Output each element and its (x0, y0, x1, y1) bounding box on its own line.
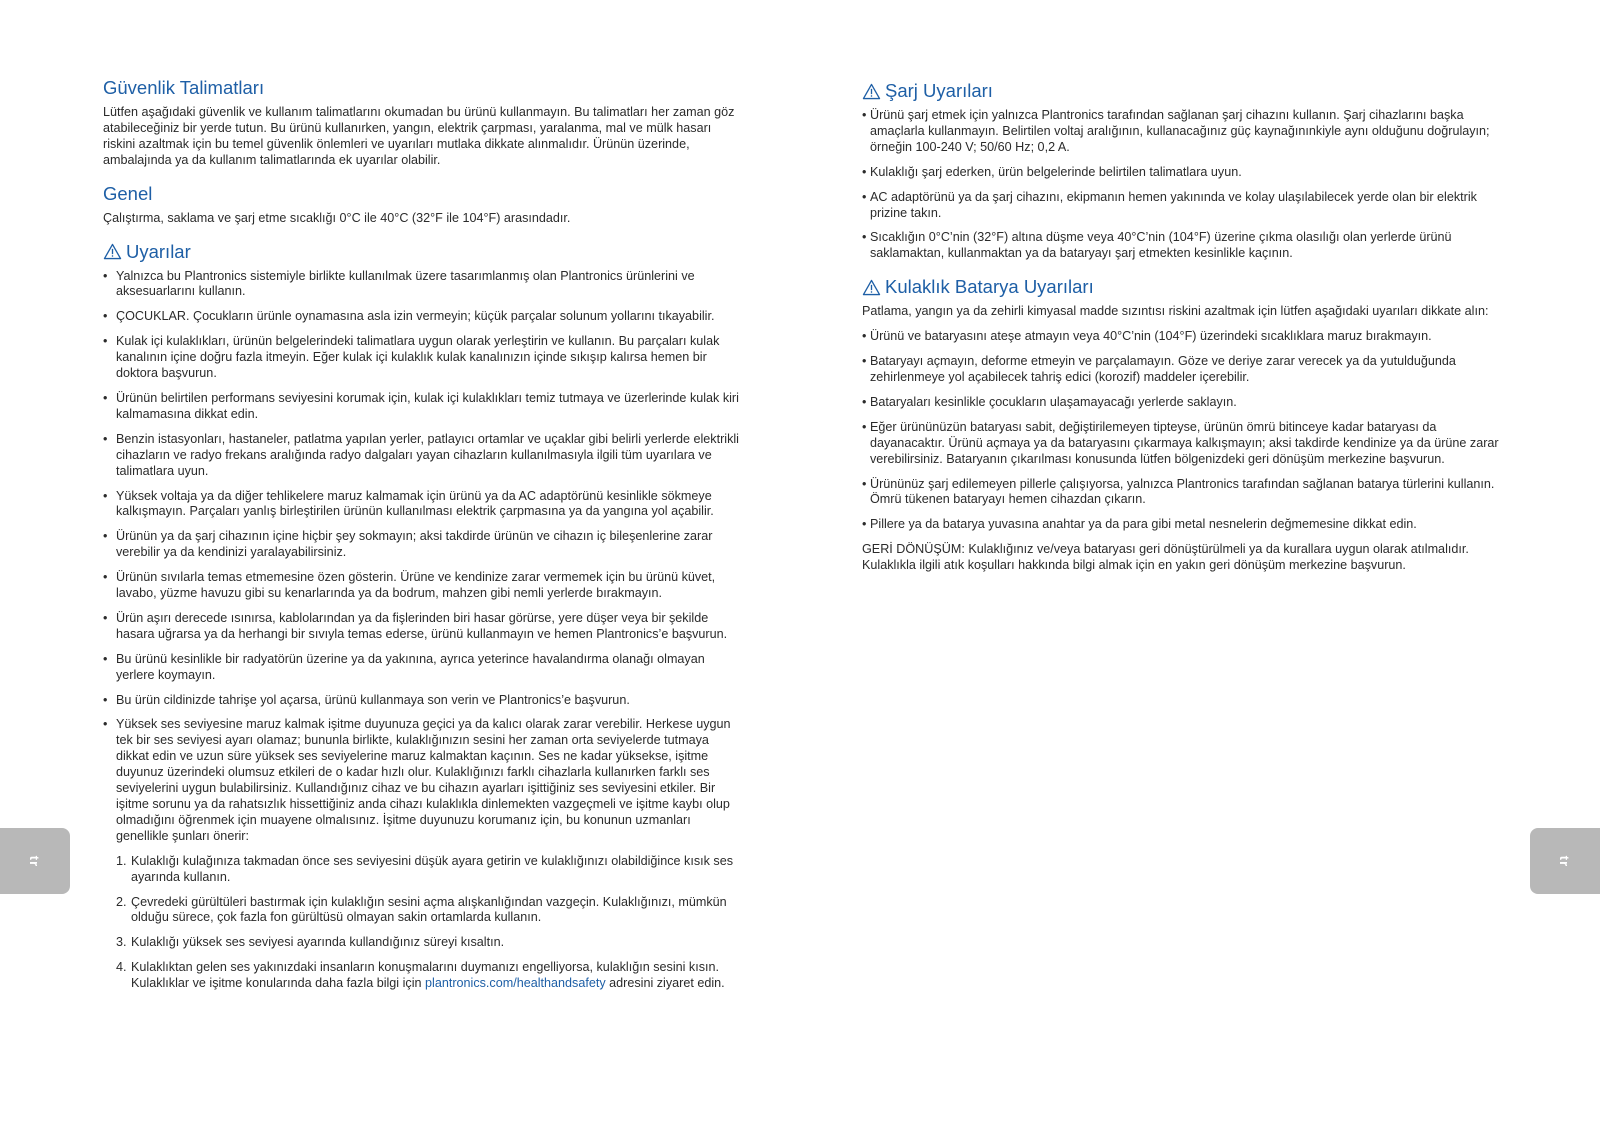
list-item: • Ürünün sıvılarla temas etmemesine özen gösterin. Ürüne ve kendinize zarar vermemek için bu ürünü küvet, lavabo, yüzme havuzu gibi su kenarlarında ya da bodrum, mahzen gibi nemli yerlerde bırakmayın. (103, 570, 743, 602)
warnings-heading (103, 241, 743, 263)
warnings-section (103, 241, 743, 993)
list-item: • Yüksek voltaja ya da diğer tehlikelere maruz kalmamak için ürünü ya da AC adaptörünü kesinlikle sökmeye kalkışmayın. Parçaları yanlış birleştirilen ürünün kullanılması elektrik çarpmasına ya da yangına yol açabilir. (103, 489, 743, 521)
warning-triangle-icon (103, 243, 122, 260)
language-tab-right (1530, 828, 1600, 894)
safety-section (103, 77, 743, 169)
general-body: Çalıştırma, saklama ve şarj etme sıcaklığı 0°C ile 40°C (32°F ile 104°F) arasındadır. (103, 210, 571, 225)
charging-section (862, 80, 1502, 262)
safety-body: Lütfen aşağıdaki güvenlik ve kullanım talimatlarını okumadan bu ürünü kullanmayın. Bu talimatları her zaman göz atabileceğiniz bir yerde tutun. Bu ürünü kullanırken, yangın, elektrik çarpması, yaralanma, mal ve mülk hasarı riskini azaltmak için bu temel güvenlik önlemleri ve uyarıları mutlaka dikkate alınmalıdır. Ürünün üzerinde, ambalajında ya da kullanım talimatlarında ek uyarılar olabilir. (103, 105, 735, 167)
language-tab-left (0, 828, 70, 894)
list-item: • Bu ürün cildinizde tahrişe yol açarsa, ürünü kullanmaya son verin ve Plantronics’e başvurun. (103, 693, 743, 709)
warning-triangle-icon (862, 279, 881, 296)
item-text-after-link: adresini ziyaret edin. (605, 976, 725, 991)
battery-title: Kulaklık Batarya Uyarıları (885, 276, 1094, 298)
list-item: • ÇOCUKLAR. Çocukların ürünle oynamasına asla izin vermeyin; küçük parçalar solunum yollarını tıkayabilir. (103, 309, 743, 325)
left-column (103, 77, 743, 1001)
numbered-item (103, 935, 743, 951)
item-number: 1. (116, 853, 127, 868)
health-safety-link[interactable]: plantronics.com/healthandsafety (425, 976, 606, 991)
item-text: Çevredeki gürültüleri bastırmak için kulaklığın sesini açma alışkanlığından vazgeçin. Kulaklığınızı, mümkün olduğu sürece, çok fazla fon gürültüsü olmayan sakin ortamlarda kullanın. (131, 894, 727, 925)
hearing-tips-list (103, 854, 743, 992)
list-item: • Sıcaklığın 0°C’nin (32°F) altına düşme veya 40°C’nin (104°F) üzerine çıkma olasılığı olan yerlerde ürünü saklamaktan, kullanmaktan ya da bataryayı şarj etmekten kesinlikle kaçının. (862, 230, 1502, 262)
list-item: • Bu ürünü kesinlikle bir radyatörün üzerine ya da yakınına, ayrıca yeterince havalandırma olanağı olmayan yerlere koymayın. (103, 652, 743, 684)
battery-intro: Patlama, yangın ya da zehirli kimyasal madde sızıntısı riskini azaltmak için lütfen aşağıdaki uyarıları dikkate alın: (862, 304, 1489, 319)
battery-list (862, 329, 1502, 533)
list-item: • Kulak içi kulaklıkları, ürünün belgelerindeki talimatlara uygun olarak yerleştirin ve kullanın. Bu parçaları kulak kanalının içine doğru fazla itmeyin. Eğer kulak içi kulaklık kulak kanalınızın içinde sıkışıp kalırsa hemen bir doktora başvurun. (103, 334, 743, 382)
warnings-list (103, 269, 743, 845)
warnings-title: Uyarılar (126, 240, 191, 262)
list-item: • Ürünü ve bataryasını ateşe atmayın veya 40°C’nin (104°F) üzerindeki sıcaklıklara maruz bırakmayın. (862, 329, 1502, 345)
item-text: Kulaklığı kulağınıza takmadan önce ses seviyesini düşük ayara getirin ve kulaklığınızı olabildiğince kısık ses ayarında kullanın. (131, 853, 734, 884)
list-item: • Yalnızca bu Plantronics sistemiyle birlikte kullanılmak üzere tasarımlanmış olan Plantronics ürünlerini ve aksesuarlarını kullanın. (103, 269, 743, 301)
warning-triangle-icon (862, 83, 881, 100)
item-number: 2. (116, 894, 127, 909)
language-tab-label: tr (27, 855, 43, 867)
battery-heading (862, 276, 1502, 298)
numbered-item (103, 895, 743, 927)
item-number: 4. (116, 960, 127, 975)
language-tab-label: tr (1557, 855, 1573, 867)
right-column (862, 80, 1502, 574)
recycling-note: GERİ DÖNÜŞÜM: Kulaklığınız ve/veya bataryası geri dönüştürülmeli ya da kurallara uygun olarak atılmalıdır. Kulaklıkla ilgili atık koşulları hakkında bilgi almak için en yakın geri dönüşüm merkezine başvurun. (862, 542, 1469, 573)
list-item: • Ürününüz şarj edilemeyen pillerle çalışıyorsa, yalnızca Plantronics tarafından sağlanan batarya türlerini kullanın. Ömrü tükenen bataryayı hemen cihazdan çıkarın. (862, 477, 1502, 509)
list-item: • Ürünün belirtilen performans seviyesini korumak için, kulak içi kulaklıkları temiz tutmaya ve üzerlerinde kulak kiri kalmamasına dikkat edin. (103, 391, 743, 423)
list-item: • Ürünü şarj etmek için yalnızca Plantronics tarafından sağlanan şarj cihazını kullanın. Şarj cihazlarını başka amaçlarla kullanmayın. Belirtilen voltaj aralığının, kullanacağınız güç kaynağınınkiyle aynı olduğunu doğrulayın; örneğin 100-240 V; 50/60 Hz; 0,2 A. (862, 108, 1502, 156)
list-item: • Yüksek ses seviyesine maruz kalmak işitme duyunuza geçici ya da kalıcı olarak zarar verebilir. Herkese uygun tek bir ses seviyesi ayarı olamaz; bununla birlikte, kulaklığınızın sesini her zaman orta seviyelerde tutmaya dikkat edin ve uzun süre yüksek ses seviyelerine maruz kalmaktan kaçının. Ses ne kadar yüksekse, işitme duyunuz üzerindeki olumsuz etkileri de o kadar hızlı olur. Kulaklığınızı farklı cihazlarla kullanırken farklı ses seviyelerini uygun bulabilirsiniz. Kullandığınız cihaz ve bu cihazın ayarları işittiğiniz ses seviyesini etkiler. Bir işitme sorunu ya da rahatsızlık hissettiğiniz anda cihazı kulaklıkla dinlemekten vazgeçmeli ve işitme kaybı olup olmadığını öğrenmek için muayene olmalısınız. İşitme duyunuzu korumanız için, bu konunun uzmanları genellikle şunları önerir: (103, 717, 743, 844)
safety-title: Güvenlik Talimatları (103, 77, 265, 98)
list-item: • Bataryaları kesinlikle çocukların ulaşamayacağı yerlerde saklayın. (862, 395, 1502, 411)
general-title: Genel (103, 182, 153, 204)
item-number: 3. (116, 935, 127, 950)
list-item: • Benzin istasyonları, hastaneler, patlatma yapılan yerler, patlayıcı ortamlar ve uçaklar gibi belirli yerlerde elektrikli cihazların ve radyo frekans aralığında radyo dalgaları yayan cihazların kullanılmasıyla ilgili tüm uyarılara ve talimatlara uyun. (103, 432, 743, 480)
list-item: • Pillere ya da batarya yuvasına anahtar ya da para gibi metal nesnelerin değmemesine dikkat edin. (862, 517, 1502, 533)
item-text-before-link: Kulaklıktan gelen ses yakınızdaki insanların konuşmalarını duymanızı engelliyorsa, kulaklığın sesini kısın. Kulaklıklar ve işitme konularında daha fazla bilgi için (131, 960, 720, 991)
general-section (103, 183, 743, 227)
list-item: • Bataryayı açmayın, deforme etmeyin ve parçalamayın. Göze ve deriye zarar verecek ya da yutulduğunda zehirlenmeye yol açabilecek tahriş edici (korozif) maddeler içerebilir. (862, 354, 1502, 386)
numbered-item (103, 854, 743, 886)
charging-heading (862, 80, 1502, 102)
list-item: • Kulaklığı şarj ederken, ürün belgelerinde belirtilen talimatlara uyun. (862, 165, 1502, 181)
battery-section (862, 276, 1502, 574)
charging-list (862, 108, 1502, 262)
list-item: • Eğer ürününüzün bataryası sabit, değiştirilemeyen tipteyse, ürünün ömrü bitinceye kadar bataryası da dayanacaktır. Ürünü açmaya ya da bataryasını çıkarmaya kalkışmayın; aksi takdirde kendinize ya da ürüne zarar verebilirsiniz. Bataryanın çıkarılması konusunda lütfen bölgenizdeki geri dönüşüm merkezine başvurun. (862, 420, 1502, 468)
list-item: • Ürün aşırı derecede ısınırsa, kablolarından ya da fişlerinden biri hasar görürse, yere düşer veya bir şekilde hasara uğrarsa ya da herhangi bir sıvıyla temas ederse, ürünü kullanmayın ve hemen Plantronics’e başvurun. (103, 611, 743, 643)
numbered-item (103, 960, 743, 992)
list-item: • AC adaptörünü ya da şarj cihazını, ekipmanın hemen yakınında ve kolay ulaşılabilecek yerde olan bir elektrik prizine takın. (862, 190, 1502, 222)
charging-title: Şarj Uyarıları (885, 80, 993, 101)
list-item: • Ürünün ya da şarj cihazının içine hiçbir şey sokmayın; aksi takdirde ürünün ve cihazın iç bileşenlerine zarar verebilir ya da kendinizi yaralayabilirsiniz. (103, 529, 743, 561)
item-text: Kulaklığı yüksek ses seviyesi ayarında kullandığınız süreyi kısaltın. (131, 935, 505, 950)
